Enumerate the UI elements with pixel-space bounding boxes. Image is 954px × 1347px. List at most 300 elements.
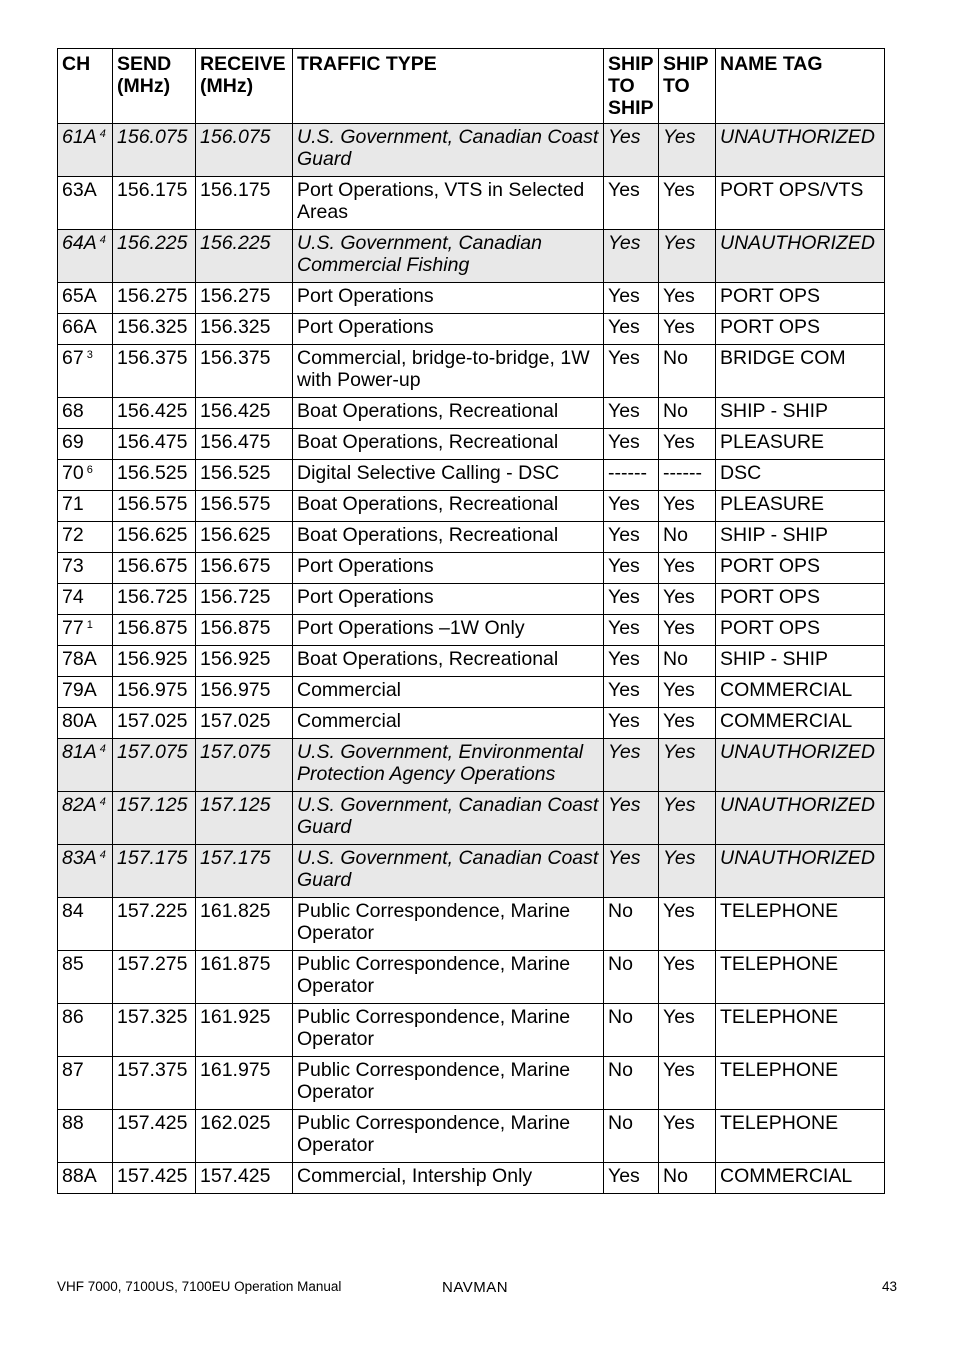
cell-ch-text: 81A — [62, 741, 97, 763]
cell-ch — [58, 792, 113, 845]
cell-name-tag-text: TELEPHONE — [720, 953, 839, 975]
cell-send — [113, 898, 196, 951]
cell-ch — [58, 460, 113, 491]
cell-traffic-type-text: Port Operations –1W Only — [297, 617, 525, 639]
cell-send-text: 156.375 — [117, 347, 188, 369]
cell-traffic-type — [293, 1057, 604, 1110]
cell-ship-to-ship — [604, 708, 659, 739]
cell-receive-text: 156.375 — [200, 347, 271, 369]
cell-ship-to-ship — [604, 491, 659, 522]
cell-receive — [196, 522, 293, 553]
cell-traffic-type — [293, 177, 604, 230]
cell-ch — [58, 491, 113, 522]
cell-ship-to-text: Yes — [663, 179, 695, 201]
channel-table — [57, 48, 885, 1194]
cell-traffic-type-text: Public Correspondence, Marine Operator — [297, 1112, 571, 1156]
cell-ship-to-ship-text: Yes — [608, 232, 641, 254]
cell-name-tag — [716, 792, 885, 845]
cell-receive-text: 156.475 — [200, 431, 271, 453]
cell-receive-text: 156.975 — [200, 679, 271, 701]
cell-name-tag-text: UNAUTHORIZED — [720, 232, 875, 254]
cell-receive — [196, 553, 293, 584]
cell-receive-text: 156.275 — [200, 285, 271, 307]
cell-ship-to-ship — [604, 1163, 659, 1194]
cell-receive-text: 156.875 — [200, 617, 271, 639]
cell-name-tag — [716, 124, 885, 177]
cell-ship-to — [659, 1004, 716, 1057]
cell-ship-to — [659, 615, 716, 646]
header-name-tag: NAME TAG — [716, 49, 885, 124]
cell-ship-to-ship — [604, 177, 659, 230]
cell-send-text: 157.075 — [117, 741, 188, 763]
cell-send — [113, 283, 196, 314]
table-header-row — [58, 49, 885, 124]
cell-ch-text: 82A — [62, 794, 97, 816]
table-row — [58, 553, 885, 584]
cell-name-tag — [716, 230, 885, 283]
cell-receive — [196, 646, 293, 677]
cell-ship-to — [659, 1057, 716, 1110]
cell-send-text: 157.425 — [117, 1112, 188, 1134]
cell-ch — [58, 1057, 113, 1110]
cell-ship-to — [659, 398, 716, 429]
cell-receive-text: 161.875 — [200, 953, 271, 975]
cell-send — [113, 124, 196, 177]
cell-traffic-type-text: Public Correspondence, Marine Operator — [297, 1059, 571, 1103]
cell-ch — [58, 345, 113, 398]
cell-ch — [58, 283, 113, 314]
cell-receive-text: 156.925 — [200, 648, 271, 670]
cell-traffic-type — [293, 283, 604, 314]
cell-name-tag — [716, 1110, 885, 1163]
cell-send-text: 156.725 — [117, 586, 188, 608]
cell-receive-text: 156.425 — [200, 400, 271, 422]
cell-traffic-type — [293, 124, 604, 177]
cell-ship-to-ship — [604, 283, 659, 314]
cell-receive-text: 157.425 — [200, 1165, 271, 1187]
cell-traffic-type-text: Boat Operations, Recreational — [297, 431, 559, 453]
cell-ship-to-text: Yes — [663, 232, 696, 254]
cell-receive-text: 157.125 — [200, 794, 271, 816]
cell-ch-text: 68 — [62, 400, 84, 422]
cell-ch — [58, 739, 113, 792]
cell-name-tag-text: PORT OPS — [720, 555, 821, 577]
table-row — [58, 739, 885, 792]
cell-name-tag — [716, 739, 885, 792]
cell-receive-text: 161.825 — [200, 900, 271, 922]
cell-send — [113, 615, 196, 646]
table-body — [58, 124, 885, 1194]
cell-send-text: 157.375 — [117, 1059, 188, 1081]
cell-send — [113, 553, 196, 584]
cell-ship-to-ship-text: No — [608, 1006, 633, 1028]
table-row — [58, 1163, 885, 1194]
cell-traffic-type-text: Digital Selective Calling - DSC — [297, 462, 560, 484]
cell-receive-text: 156.575 — [200, 493, 271, 515]
cell-ship-to-ship — [604, 792, 659, 845]
cell-traffic-type — [293, 345, 604, 398]
cell-ship-to-ship — [604, 553, 659, 584]
cell-name-tag-text: UNAUTHORIZED — [720, 847, 875, 869]
cell-ch — [58, 845, 113, 898]
cell-send-text: 156.225 — [117, 232, 188, 254]
cell-traffic-type-text: Public Correspondence, Marine Operator — [297, 953, 571, 997]
cell-receive — [196, 177, 293, 230]
cell-send — [113, 951, 196, 1004]
cell-receive — [196, 283, 293, 314]
cell-ch-text: 84 — [62, 900, 84, 922]
cell-ship-to-ship — [604, 898, 659, 951]
cell-ship-to-text: Yes — [663, 710, 695, 732]
cell-traffic-type-text: Boat Operations, Recreational — [297, 648, 559, 670]
cell-receive-text: 161.925 — [200, 1006, 271, 1028]
cell-ship-to-ship — [604, 1057, 659, 1110]
cell-traffic-type — [293, 1163, 604, 1194]
cell-send — [113, 491, 196, 522]
cell-ch-text: 73 — [62, 555, 84, 577]
cell-receive-text: 156.725 — [200, 586, 271, 608]
cell-traffic-type — [293, 584, 604, 615]
cell-ch-text: 61A — [62, 126, 97, 148]
cell-ch — [58, 177, 113, 230]
cell-traffic-type — [293, 898, 604, 951]
table-row — [58, 708, 885, 739]
footnote-marker: 4 — [99, 796, 106, 808]
cell-name-tag-text: PORT OPS — [720, 285, 821, 307]
cell-traffic-type-text: Port Operations — [297, 285, 434, 307]
cell-receive — [196, 1004, 293, 1057]
cell-receive-text: 156.075 — [200, 126, 271, 148]
cell-ch-text: 87 — [62, 1059, 84, 1081]
cell-name-tag — [716, 584, 885, 615]
cell-receive — [196, 615, 293, 646]
footnote-marker: 4 — [99, 743, 106, 755]
cell-ship-to — [659, 491, 716, 522]
header-ship-to-ship: SHIP TO SHIP — [604, 49, 659, 124]
cell-send-text: 157.425 — [117, 1165, 188, 1187]
cell-ship-to-ship-text: Yes — [608, 648, 640, 670]
cell-ship-to-ship-text: Yes — [608, 493, 640, 515]
cell-ship-to — [659, 1110, 716, 1163]
cell-name-tag-text: UNAUTHORIZED — [720, 794, 875, 816]
cell-ch — [58, 951, 113, 1004]
cell-traffic-type — [293, 708, 604, 739]
cell-ship-to — [659, 677, 716, 708]
cell-ch — [58, 314, 113, 345]
cell-name-tag-text: BRIDGE COM — [720, 347, 846, 369]
header-ch: CH — [58, 49, 113, 124]
cell-name-tag-text: UNAUTHORIZED — [720, 741, 875, 763]
cell-name-tag — [716, 615, 885, 646]
table-row — [58, 677, 885, 708]
cell-send-text: 157.225 — [117, 900, 188, 922]
table-row — [58, 1004, 885, 1057]
cell-traffic-type — [293, 522, 604, 553]
cell-ship-to-ship-text: Yes — [608, 431, 640, 453]
header-traffic-type: TRAFFIC TYPE — [293, 49, 604, 124]
cell-receive — [196, 1163, 293, 1194]
cell-name-tag — [716, 460, 885, 491]
header-receive: RECEIVE (MHz) — [196, 49, 293, 124]
cell-send — [113, 739, 196, 792]
cell-receive — [196, 584, 293, 615]
cell-traffic-type-text: Port Operations — [297, 586, 434, 608]
cell-ship-to-text: Yes — [663, 900, 695, 922]
cell-receive-text: 156.525 — [200, 462, 271, 484]
cell-ch-text: 74 — [62, 586, 84, 608]
table-row — [58, 460, 885, 491]
cell-ship-to-ship — [604, 1004, 659, 1057]
cell-name-tag-text: COMMERCIAL — [720, 1165, 853, 1187]
cell-ship-to — [659, 460, 716, 491]
cell-ship-to-ship-text: Yes — [608, 285, 640, 307]
cell-ch-text: 63A — [62, 179, 97, 201]
cell-traffic-type-text: Commercial, Intership Only — [297, 1165, 533, 1187]
cell-traffic-type-text: Public Correspondence, Marine Operator — [297, 1006, 571, 1050]
cell-ship-to-ship — [604, 522, 659, 553]
cell-name-tag-text: DSC — [720, 462, 762, 484]
cell-ship-to — [659, 708, 716, 739]
cell-ship-to-text: Yes — [663, 741, 696, 763]
cell-name-tag-text: TELEPHONE — [720, 1006, 839, 1028]
cell-receive-text: 156.175 — [200, 179, 271, 201]
cell-receive — [196, 845, 293, 898]
cell-ship-to-ship — [604, 646, 659, 677]
table-row — [58, 584, 885, 615]
cell-traffic-type-text: U.S. Government, Environmental Protection Agency Operations — [297, 741, 584, 785]
cell-receive-text: 156.325 — [200, 316, 271, 338]
cell-ship-to-text: Yes — [663, 953, 695, 975]
cell-traffic-type-text: Boat Operations, Recreational — [297, 493, 559, 515]
cell-send-text: 156.275 — [117, 285, 188, 307]
cell-ch-text: 70 — [62, 462, 84, 484]
cell-send-text: 156.575 — [117, 493, 188, 515]
cell-ch — [58, 1004, 113, 1057]
cell-ch — [58, 1110, 113, 1163]
cell-ch — [58, 398, 113, 429]
cell-ship-to-text: Yes — [663, 493, 695, 515]
cell-name-tag — [716, 491, 885, 522]
cell-ship-to — [659, 314, 716, 345]
cell-ch-text: 88A — [62, 1165, 97, 1187]
cell-send-text: 156.925 — [117, 648, 188, 670]
cell-ch-text: 77 — [62, 617, 84, 639]
cell-receive — [196, 708, 293, 739]
cell-ch-text: 86 — [62, 1006, 84, 1028]
cell-ch — [58, 898, 113, 951]
cell-name-tag — [716, 1004, 885, 1057]
cell-receive — [196, 1057, 293, 1110]
cell-receive-text: 157.175 — [200, 847, 271, 869]
cell-send — [113, 1163, 196, 1194]
table-row — [58, 398, 885, 429]
cell-receive — [196, 345, 293, 398]
cell-name-tag — [716, 522, 885, 553]
cell-ship-to-text: Yes — [663, 586, 695, 608]
cell-name-tag-text: PORT OPS/VTS — [720, 179, 864, 201]
cell-receive-text: 156.675 — [200, 555, 271, 577]
cell-receive — [196, 677, 293, 708]
cell-send — [113, 398, 196, 429]
cell-traffic-type — [293, 553, 604, 584]
footnote-marker: 6 — [86, 464, 93, 476]
cell-ship-to-ship — [604, 739, 659, 792]
cell-send — [113, 522, 196, 553]
cell-send-text: 157.175 — [117, 847, 188, 869]
cell-traffic-type-text: Commercial — [297, 679, 402, 701]
cell-ch — [58, 677, 113, 708]
cell-send — [113, 460, 196, 491]
table-row — [58, 615, 885, 646]
cell-name-tag-text: COMMERCIAL — [720, 679, 853, 701]
cell-send-text: 156.175 — [117, 179, 188, 201]
table-row — [58, 1057, 885, 1110]
cell-ship-to-text: Yes — [663, 794, 696, 816]
table-row — [58, 1110, 885, 1163]
cell-traffic-type — [293, 739, 604, 792]
cell-send — [113, 646, 196, 677]
cell-send — [113, 177, 196, 230]
table-row — [58, 283, 885, 314]
table-row — [58, 314, 885, 345]
cell-send — [113, 314, 196, 345]
cell-traffic-type-text: Port Operations — [297, 555, 434, 577]
footnote-marker: 4 — [99, 234, 106, 246]
cell-ship-to-ship-text: Yes — [608, 847, 641, 869]
cell-name-tag-text: SHIP - SHIP — [720, 524, 829, 546]
cell-name-tag — [716, 708, 885, 739]
cell-name-tag — [716, 283, 885, 314]
cell-name-tag-text: PLEASURE — [720, 493, 825, 515]
cell-traffic-type-text: U.S. Government, Canadian Coast Guard — [297, 847, 599, 891]
cell-ship-to-text: Yes — [663, 555, 695, 577]
cell-name-tag-text: TELEPHONE — [720, 1059, 839, 1081]
cell-ship-to-ship — [604, 429, 659, 460]
cell-ship-to-ship-text: Yes — [608, 1165, 640, 1187]
cell-receive-text: 162.025 — [200, 1112, 271, 1134]
cell-ship-to-text: Yes — [663, 285, 695, 307]
cell-ship-to-ship-text: Yes — [608, 555, 640, 577]
cell-receive-text: 157.075 — [200, 741, 271, 763]
cell-traffic-type — [293, 951, 604, 1004]
cell-ch-text: 72 — [62, 524, 84, 546]
cell-receive — [196, 792, 293, 845]
cell-send — [113, 230, 196, 283]
cell-ship-to — [659, 522, 716, 553]
cell-ch-text: 69 — [62, 431, 84, 453]
cell-traffic-type — [293, 460, 604, 491]
cell-ship-to-ship — [604, 314, 659, 345]
cell-ship-to — [659, 584, 716, 615]
cell-name-tag — [716, 845, 885, 898]
cell-ship-to — [659, 898, 716, 951]
cell-ship-to-ship — [604, 677, 659, 708]
table-row — [58, 177, 885, 230]
cell-ship-to-text: Yes — [663, 126, 696, 148]
cell-receive-text: 161.975 — [200, 1059, 271, 1081]
cell-traffic-type — [293, 491, 604, 522]
cell-name-tag — [716, 898, 885, 951]
cell-ship-to-text: Yes — [663, 431, 695, 453]
cell-receive — [196, 898, 293, 951]
cell-ship-to — [659, 1163, 716, 1194]
cell-send — [113, 792, 196, 845]
cell-receive — [196, 1110, 293, 1163]
cell-ship-to — [659, 792, 716, 845]
cell-receive-text: 156.225 — [200, 232, 271, 254]
cell-traffic-type — [293, 646, 604, 677]
table-row — [58, 792, 885, 845]
cell-ship-to-ship-text: Yes — [608, 347, 640, 369]
table-row — [58, 898, 885, 951]
cell-ship-to-ship — [604, 845, 659, 898]
cell-ship-to-text: Yes — [663, 316, 695, 338]
cell-name-tag — [716, 1163, 885, 1194]
cell-send — [113, 1057, 196, 1110]
cell-traffic-type — [293, 429, 604, 460]
cell-name-tag-text: PLEASURE — [720, 431, 825, 453]
cell-traffic-type-text: Port Operations, VTS in Selected Areas — [297, 179, 585, 223]
cell-send-text: 156.325 — [117, 316, 188, 338]
footer-page-number: 43 — [881, 1279, 897, 1294]
cell-send-text: 157.125 — [117, 794, 188, 816]
cell-ship-to — [659, 739, 716, 792]
cell-ch-text: 65A — [62, 285, 97, 307]
cell-traffic-type — [293, 677, 604, 708]
cell-ship-to-ship — [604, 584, 659, 615]
cell-ship-to-ship-text: Yes — [608, 741, 641, 763]
cell-ship-to-ship-text: ------ — [608, 462, 647, 484]
cell-traffic-type — [293, 792, 604, 845]
cell-send — [113, 1004, 196, 1057]
table-row — [58, 230, 885, 283]
cell-ship-to — [659, 951, 716, 1004]
cell-send — [113, 845, 196, 898]
cell-name-tag — [716, 429, 885, 460]
cell-ship-to-ship-text: No — [608, 900, 633, 922]
table-row — [58, 124, 885, 177]
cell-name-tag-text: UNAUTHORIZED — [720, 126, 875, 148]
cell-ship-to-ship-text: Yes — [608, 710, 640, 732]
cell-receive — [196, 124, 293, 177]
cell-ch-text: 71 — [62, 493, 84, 515]
cell-traffic-type — [293, 230, 604, 283]
cell-ch-text: 85 — [62, 953, 84, 975]
cell-name-tag-text: SHIP - SHIP — [720, 648, 829, 670]
footnote-marker: 4 — [99, 128, 106, 140]
cell-send — [113, 345, 196, 398]
cell-send-text: 156.525 — [117, 462, 188, 484]
cell-ch — [58, 230, 113, 283]
table-row — [58, 845, 885, 898]
cell-ship-to-ship — [604, 615, 659, 646]
cell-ship-to-text: No — [663, 400, 688, 422]
cell-ship-to-ship — [604, 124, 659, 177]
cell-ship-to-ship-text: Yes — [608, 126, 641, 148]
cell-ship-to-text: Yes — [663, 617, 695, 639]
cell-name-tag — [716, 677, 885, 708]
cell-traffic-type-text: Public Correspondence, Marine Operator — [297, 900, 571, 944]
cell-ch-text: 67 — [62, 347, 84, 369]
cell-ship-to — [659, 646, 716, 677]
cell-traffic-type — [293, 1004, 604, 1057]
cell-ship-to-ship — [604, 345, 659, 398]
cell-ch-text: 79A — [62, 679, 97, 701]
cell-send-text: 157.325 — [117, 1006, 188, 1028]
cell-receive-text: 157.025 — [200, 710, 271, 732]
cell-ch-text: 64A — [62, 232, 97, 254]
cell-send-text: 157.025 — [117, 710, 188, 732]
